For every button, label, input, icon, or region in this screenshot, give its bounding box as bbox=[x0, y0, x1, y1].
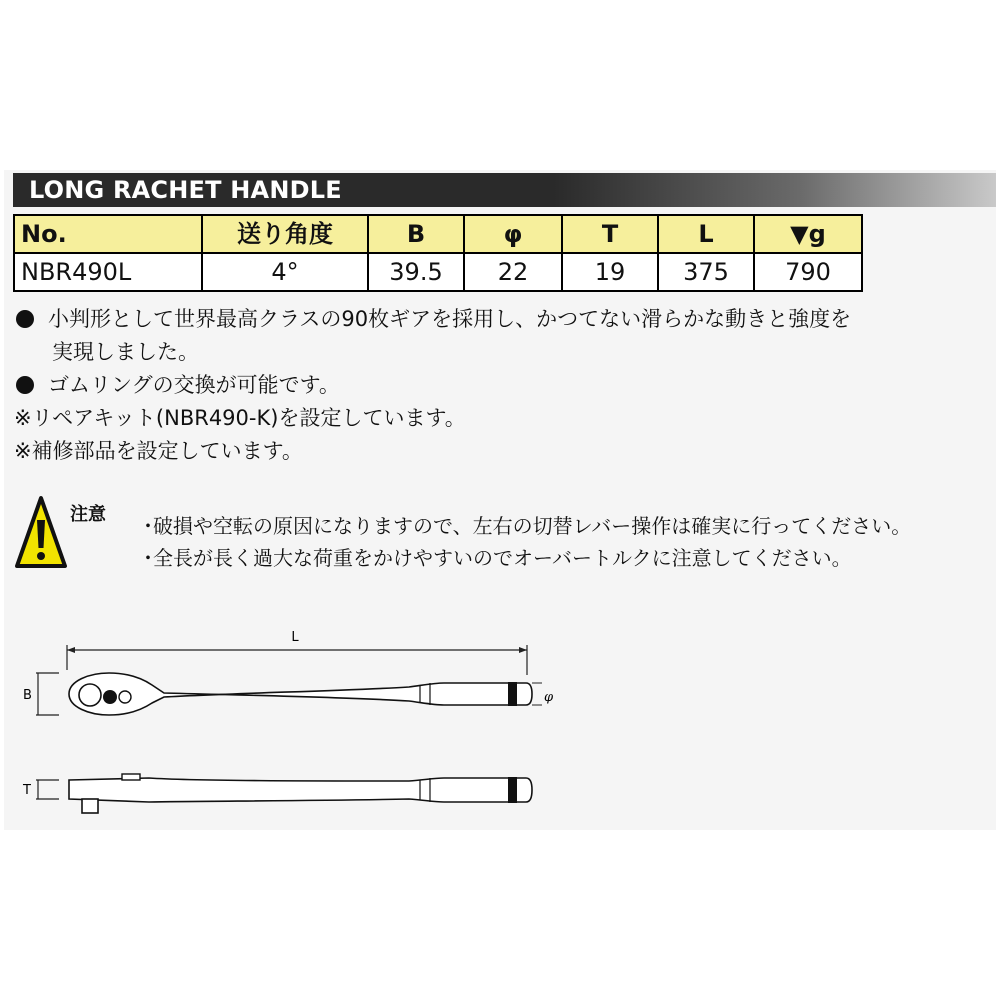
bullet-1-text: 小判形として世界最高クラスの90枚ギアを採用し、かつてない滑らかな動きと強度を bbox=[48, 307, 852, 331]
caution-text bbox=[143, 510, 911, 574]
header-weight: ▼g bbox=[754, 215, 862, 253]
caution-label: 注意 bbox=[70, 504, 106, 525]
bullet-icon bbox=[16, 310, 34, 328]
cell-t: 19 bbox=[562, 253, 658, 291]
spec-header-row bbox=[14, 215, 862, 253]
header-no: No. bbox=[14, 215, 202, 253]
caution-line-2: ･全長が長く過大な荷重をかけやすいのでオーバートルクに注意してください。 bbox=[143, 546, 852, 570]
cell-weight: 790 bbox=[754, 253, 862, 291]
bullet-item-1 bbox=[14, 303, 994, 336]
dimension-l bbox=[67, 630, 527, 675]
header-feed-angle: 送り角度 bbox=[202, 215, 368, 253]
header-l: L bbox=[658, 215, 754, 253]
product-title: LONG RACHET HANDLE bbox=[29, 176, 342, 204]
header-b: B bbox=[368, 215, 464, 253]
note-repair-kit: ※リペアキット(NBR490-K)を設定しています。 bbox=[14, 406, 466, 430]
caution-line-1: ･破損や空転の原因になりますので、左右の切替レバー操作は確実に行ってください。 bbox=[143, 514, 912, 538]
ratchet-diagram bbox=[14, 615, 554, 830]
spec-table bbox=[13, 214, 863, 292]
bullet-2-text: ゴムリングの交換が可能です。 bbox=[48, 373, 340, 397]
cell-feed-angle: 4° bbox=[202, 253, 368, 291]
note-parts: ※補修部品を設定しています。 bbox=[14, 439, 303, 463]
dimension-phi bbox=[532, 683, 554, 705]
cell-b: 39.5 bbox=[368, 253, 464, 291]
bullet-item-2 bbox=[14, 369, 994, 402]
dimension-b bbox=[23, 673, 59, 715]
label-b: B bbox=[23, 688, 32, 703]
dimension-t bbox=[22, 780, 59, 799]
feature-notes bbox=[14, 303, 994, 468]
cell-model-no: NBR490L bbox=[14, 253, 202, 291]
label-l: L bbox=[291, 630, 299, 645]
cell-phi: 22 bbox=[464, 253, 562, 291]
bullet-icon bbox=[16, 376, 34, 394]
header-t: T bbox=[562, 215, 658, 253]
label-phi: φ bbox=[544, 690, 554, 705]
title-bar bbox=[13, 173, 996, 207]
header-phi: φ bbox=[464, 215, 562, 253]
cell-l: 375 bbox=[658, 253, 754, 291]
warning-icon bbox=[14, 494, 68, 570]
label-t: T bbox=[23, 783, 31, 798]
bullet-item-1-continued: 実現しました。 bbox=[52, 340, 199, 364]
ratchet-side-view bbox=[69, 774, 532, 813]
ratchet-top-view bbox=[69, 673, 532, 715]
table-row bbox=[14, 253, 862, 291]
